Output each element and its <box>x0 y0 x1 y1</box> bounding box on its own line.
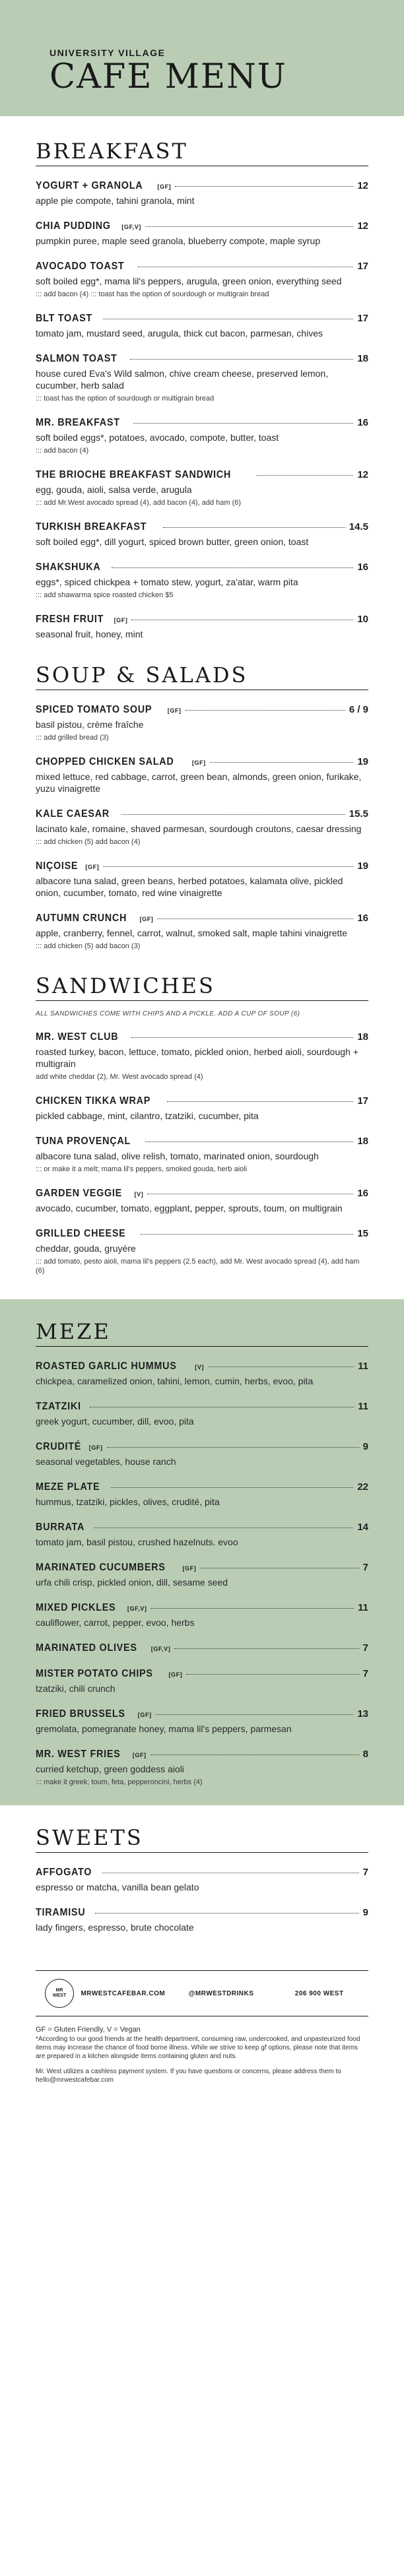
menu-item-price: 15.5 <box>349 808 368 820</box>
phone-number[interactable]: 206 900 WEST <box>294 1989 344 1997</box>
dot-leader <box>167 1101 353 1102</box>
menu-item-price: 11 <box>358 1602 368 1613</box>
menu-item-row <box>36 1867 368 1879</box>
menu-item-name: FRIED BRUSSELS <box>36 1708 125 1720</box>
soups-heading: SOUP & SALADS <box>36 662 368 690</box>
menu-item-description: avocado, cucumber, tomato, eggplant, pepper, sprouts, toum, on multigrain <box>36 1203 343 1213</box>
dietary-tag: [GF,V] <box>121 224 141 230</box>
menu-item-row <box>36 1401 368 1413</box>
menu-item-name: AUTUMN CRUNCH <box>36 913 127 924</box>
menu-item <box>36 1095 368 1122</box>
menu-item-price: 18 <box>357 1031 368 1043</box>
menu-item <box>36 1441 368 1467</box>
menu-item-name: NIÇOISE <box>36 860 79 872</box>
menu-item-name: BLT TOAST <box>36 313 92 324</box>
menu-item-name: KALE CAESAR <box>36 808 110 820</box>
menu-item-addon-note: ::: make it greek; toum, feta, pepperoncini, herbs (4) <box>36 1778 203 1786</box>
menu-item-row <box>36 614 368 626</box>
dot-leader <box>174 1648 358 1649</box>
breakfast-heading: BREAKFAST <box>36 139 368 166</box>
menu-item-price: 12 <box>357 469 368 480</box>
dot-leader <box>210 762 354 763</box>
menu-item-name: MARINATED OLIVES <box>36 1642 137 1654</box>
menu-item <box>36 860 368 899</box>
menu-item-price: 16 <box>357 562 368 573</box>
dot-leader <box>156 1714 354 1715</box>
menu-item <box>36 1749 368 1787</box>
dot-leader <box>140 1234 354 1235</box>
dot-leader <box>133 423 353 424</box>
menu-item-description: lacinato kale, romaine, shaved parmesan, sourdough croutons, caesar dressing <box>36 823 362 834</box>
menu-item-price: 19 <box>357 756 368 767</box>
menu-item-name: CHIA PUDDING <box>36 220 111 232</box>
menu-item-row <box>36 1708 368 1720</box>
menu-item-name: TIRAMISU <box>36 1907 86 1918</box>
dietary-legend: GF = Gluten Friendly, V = Vegan <box>36 2026 141 2034</box>
menu-item-row <box>36 1188 368 1200</box>
dietary-tag: [GF,V] <box>127 1605 147 1612</box>
menu-item-description: curried ketchup, green goddess aioli <box>36 1764 184 1774</box>
dietary-tag: [V] <box>134 1191 144 1198</box>
dietary-tag: [GF] <box>168 1671 183 1678</box>
menu-item-name: MARINATED CUCUMBERS <box>36 1562 166 1573</box>
dietary-tag: [V] <box>195 1364 205 1370</box>
menu-item-addon-note: ::: add tomato, pesto aioli, mama lil's peppers (2.5 each), add Mr. West avocado spread (4), add ham (6) <box>36 1258 360 1275</box>
sandwiches-section <box>0 973 404 1275</box>
menu-item-price: 14 <box>357 1522 368 1533</box>
dietary-tag: [GF] <box>114 617 128 624</box>
menu-item-description: urfa chili crisp, pickled onion, dill, sesame seed <box>36 1577 228 1588</box>
menu-item <box>36 913 368 951</box>
menu-item <box>36 353 368 403</box>
menu-item-name: AFFOGATO <box>36 1867 92 1878</box>
menu-item-name: CRUDITÉ <box>36 1441 82 1452</box>
dot-leader <box>130 359 353 360</box>
menu-item-row <box>36 860 368 872</box>
menu-item-row <box>36 180 368 192</box>
menu-item-description: albacore tuna salad, green beans, herbed potatoes, kalamata olive, pickled onion, cucumber, tomato, red wine vinaigrette <box>36 876 343 898</box>
meze-heading: MEZE <box>36 1319 368 1347</box>
menu-item-description: mixed lettuce, red cabbage, carrot, green bean, almonds, green onion, furikake, yuzu vinaigrette <box>36 771 362 794</box>
menu-item <box>36 808 368 847</box>
menu-item <box>36 1522 368 1548</box>
dietary-tag: [GF] <box>157 183 172 190</box>
menu-item <box>36 220 368 247</box>
dot-leader <box>95 1913 359 1914</box>
menu-item-row <box>36 704 368 716</box>
menu-item-name: TUNA PROVENÇAL <box>36 1136 131 1147</box>
menu-item-price: 19 <box>357 860 368 872</box>
menu-item-price: 7 <box>362 1562 368 1573</box>
menu-item-price: 22 <box>357 1481 368 1493</box>
soups-section <box>0 662 404 951</box>
menu-item <box>36 704 368 742</box>
menu-item-row <box>36 1668 368 1680</box>
dot-leader <box>163 527 345 528</box>
menu-item-name: CHOPPED CHICKEN SALAD <box>36 756 174 767</box>
logo-text-top: MR <box>55 1988 63 1993</box>
menu-item-description: chickpea, caramelized onion, tahini, lemon, cumin, herbs, evoo, pita <box>36 1376 314 1386</box>
menu-item-row <box>36 1602 368 1614</box>
menu-item-description: soft boiled eggs*, potatoes, avocado, compote, butter, toast <box>36 432 279 443</box>
menu-item-description: tomato jam, basil pistou, crushed hazelnuts. evoo <box>36 1537 238 1547</box>
menu-item <box>36 417 368 455</box>
mr-west-logo <box>45 1979 74 2008</box>
location-subtitle: UNIVERSITY VILLAGE <box>50 48 166 58</box>
menu-item <box>36 313 368 339</box>
menu-item-addon-note: ::: toast has the option of sourdough or multigrain bread <box>36 395 215 402</box>
menu-item-price: 8 <box>362 1749 368 1760</box>
breakfast-list <box>36 180 368 640</box>
dot-leader <box>131 1037 353 1038</box>
menu-item-addon-note: ::: or make it a melt; mama lil's peppers, smoked gouda, herb aioli <box>36 1165 248 1173</box>
footer-bar <box>36 1970 368 2016</box>
menu-item-price: 10 <box>357 614 368 625</box>
menu-item-name: BURRATA <box>36 1522 85 1533</box>
menu-item-description: roasted turkey, bacon, lettuce, tomato, pickled onion, herbed aioli, sourdough + multigrain <box>36 1046 358 1069</box>
meze-list <box>36 1361 368 1787</box>
menu-item-name: THE BRIOCHE BREAKFAST SANDWICH <box>36 469 232 480</box>
menu-item <box>36 1136 368 1174</box>
website-link[interactable]: MRWESTCAFEBAR.COM <box>81 1989 166 1997</box>
sandwiches-subheading: ALL SANDWICHES COME WITH CHIPS AND A PICKLE. ADD A CUP OF SOUP (6) <box>36 1010 300 1017</box>
menu-item-row <box>36 1031 368 1043</box>
menu-item-description: tomato jam, mustard seed, arugula, thick cut bacon, parmesan, chives <box>36 328 323 338</box>
menu-item-row <box>36 1136 368 1147</box>
menu-item-price: 13 <box>357 1708 368 1720</box>
soups-list <box>36 704 368 951</box>
dietary-tag: [GF] <box>182 1565 197 1572</box>
logo-text-bottom: WEST <box>52 1993 67 1998</box>
menu-item-row <box>36 808 368 820</box>
dot-leader <box>186 1674 358 1675</box>
menu-item-price: 16 <box>357 417 368 428</box>
menu-item-price: 18 <box>357 1136 368 1147</box>
menu-item <box>36 1401 368 1427</box>
menu-item-name: GARDEN VEGGIE <box>36 1188 122 1199</box>
menu-item-name: CHICKEN TIKKA WRAP <box>36 1095 151 1107</box>
menu-item-row <box>36 1562 368 1574</box>
dot-leader <box>145 226 353 227</box>
dietary-tag: [GF] <box>139 916 154 922</box>
menu-item-description: pickled cabbage, mint, cilantro, tzatziki, cucumber, pita <box>36 1111 259 1121</box>
menu-item-name: MISTER POTATO CHIPS <box>36 1668 153 1679</box>
health-disclaimer: *According to our good friends at the health department, consuming raw, undercooked, and unpasteurized food items may increase the chance of food borne illness. While we strive to keep gf options, please note that items are prepared in a kitchen alongside items containing gluten and nuts. <box>36 2036 360 2060</box>
social-handle[interactable]: @MRWESTDRINKS <box>188 1989 254 1997</box>
menu-item-row <box>36 220 368 232</box>
menu-item-description: egg, gouda, aioli, salsa verde, arugula <box>36 484 192 495</box>
menu-item-addon-note: ::: add bacon (4) ::: toast has the option of sourdough or multigrain bread <box>36 290 269 298</box>
menu-item-name: SHAKSHUKA <box>36 562 101 573</box>
dot-leader <box>157 918 353 919</box>
menu-item-price: 16 <box>357 1188 368 1199</box>
menu-item-price: 17 <box>357 261 368 272</box>
menu-item-row <box>36 261 368 273</box>
dot-leader <box>121 814 345 815</box>
menu-item-addon-note: ::: add chicken (5) add bacon (3) <box>36 942 141 950</box>
dot-leader <box>103 866 353 867</box>
dot-leader <box>151 1608 354 1609</box>
menu-item-addon-note: ::: add chicken (5) add bacon (4) <box>36 838 141 846</box>
dot-leader <box>185 710 345 711</box>
menu-item-name: FRESH FRUIT <box>36 614 104 625</box>
menu-item-description: seasonal fruit, honey, mint <box>36 629 143 639</box>
menu-item <box>36 1867 368 1893</box>
menu-item-price: 15 <box>357 1228 368 1239</box>
menu-item-price: 7 <box>362 1668 368 1679</box>
breakfast-section <box>0 139 404 640</box>
menu-item-description: greek yogurt, cucumber, dill, evoo, pita <box>36 1416 194 1427</box>
menu-item-description: tzatziki, chili crunch <box>36 1683 116 1694</box>
menu-item <box>36 1642 368 1654</box>
menu-item-description: eggs*, spiced chickpea + tomato stew, yogurt, za'atar, warm pita <box>36 577 298 587</box>
menu-item-price: 9 <box>362 1441 368 1452</box>
menu-item-description: albacore tuna salad, olive relish, tomato, marinated onion, sourdough <box>36 1151 319 1161</box>
meze-section <box>0 1319 404 1787</box>
menu-item-name: TURKISH BREAKFAST <box>36 521 147 532</box>
menu-item-row <box>36 1095 368 1107</box>
menu-item <box>36 756 368 794</box>
dot-leader <box>112 567 353 568</box>
menu-item-description: soft boiled egg*, dill yogurt, spiced brown butter, green onion, toast <box>36 536 309 547</box>
menu-item <box>36 1602 368 1628</box>
sandwiches-list <box>36 1031 368 1275</box>
menu-item-addon-note: ::: add bacon (4) <box>36 447 89 455</box>
menu-item-row <box>36 521 368 533</box>
menu-item-price: 7 <box>362 1642 368 1654</box>
menu-item <box>36 1031 368 1081</box>
dietary-tag: [GF] <box>85 864 100 870</box>
menu-item <box>36 562 368 600</box>
menu-item-row <box>36 1361 368 1372</box>
menu-item-description: espresso or matcha, vanilla bean gelato <box>36 1882 199 1892</box>
menu-item-addon-note: ::: add grilled bread (3) <box>36 734 109 742</box>
dot-leader <box>175 186 353 187</box>
menu-item <box>36 1361 368 1387</box>
menu-item <box>36 180 368 207</box>
menu-item-description: seasonal vegetables, house ranch <box>36 1456 176 1467</box>
dot-leader <box>107 1447 359 1448</box>
menu-item-name: AVOCADO TOAST <box>36 261 125 272</box>
menu-item-description: hummus, tzatziki, pickles, olives, crudité, pita <box>36 1497 220 1507</box>
menu-item-name: YOGURT + GRANOLA <box>36 180 143 191</box>
dot-leader <box>111 1487 353 1488</box>
menu-item-name: MR. BREAKFAST <box>36 417 120 428</box>
menu-item-description: cheddar, gouda, gruyère <box>36 1243 136 1254</box>
dietary-tag: [GF] <box>191 759 206 766</box>
menu-item-description: house cured Eva's Wild salmon, chive cream cheese, preserved lemon, cucumber, herb salad <box>36 368 329 391</box>
payment-notice: Mr. West utilizes a cashless payment system. If you have questions or concerns, please address them to hello@mrwestcafebar.com <box>36 2068 341 2084</box>
dietary-tag: [GF] <box>88 1444 103 1451</box>
menu-header <box>0 0 404 116</box>
menu-footer <box>0 1970 404 2084</box>
menu-item-price: 11 <box>358 1361 368 1372</box>
menu-item-name: MR. WEST CLUB <box>36 1031 119 1043</box>
menu-item-row <box>36 1441 368 1453</box>
menu-item <box>36 1562 368 1588</box>
menu-item-name: SPICED TOMATO SOUP <box>36 704 152 715</box>
menu-item <box>36 1481 368 1508</box>
menu-item <box>36 1907 368 1933</box>
menu-item-row <box>36 1907 368 1919</box>
menu-item <box>36 1668 368 1694</box>
menu-item-row <box>36 913 368 924</box>
menu-item-name: ROASTED GARLIC HUMMUS <box>36 1361 177 1372</box>
menu-item-price: 9 <box>362 1907 368 1918</box>
menu-item-row <box>36 1228 368 1240</box>
menu-item-addon-note: ::: add Mr.West avocado spread (4), add bacon (4), add ham (6) <box>36 499 242 507</box>
sweets-list <box>36 1867 368 1933</box>
menu-item <box>36 521 368 548</box>
menu-item-price: 11 <box>358 1401 368 1412</box>
dietary-tag: [GF,V] <box>151 1646 171 1652</box>
dot-leader <box>257 475 353 476</box>
sweets-section <box>0 1825 404 1933</box>
menu-item-price: 18 <box>357 353 368 364</box>
menu-item-name: SALMON TOAST <box>36 353 118 364</box>
menu-item-description: basil pistou, crème fraîche <box>36 719 144 730</box>
menu-item-description: soft boiled egg*, mama lil's peppers, arugula, green onion, everything seed <box>36 276 342 286</box>
menu-item-description: apple, cranberry, fennel, carrot, walnut, smoked salt, maple tahini vinaigrette <box>36 928 348 938</box>
dietary-tag: [GF] <box>137 1712 152 1718</box>
menu-item-description: gremolata, pomegranate honey, mama lil's peppers, parmesan <box>36 1723 292 1734</box>
sandwiches-heading: SANDWICHES <box>36 973 368 1001</box>
menu-item-description: apple pie compote, tahini granola, mint <box>36 195 195 206</box>
menu-item-row <box>36 417 368 429</box>
dietary-tag: [GF] <box>167 707 182 714</box>
menu-item-row <box>36 469 368 481</box>
menu-item-row <box>36 353 368 365</box>
menu-item-description: pumpkin puree, maple seed granola, blueberry compote, maple syrup <box>36 236 321 246</box>
menu-item-price: 7 <box>362 1867 368 1878</box>
menu-item <box>36 1708 368 1735</box>
dietary-tag: [GF] <box>132 1752 147 1758</box>
menu-item-row <box>36 313 368 325</box>
menu-item-row <box>36 756 368 768</box>
menu-item-name: TZATZIKI <box>36 1401 81 1412</box>
menu-item-price: 16 <box>357 913 368 924</box>
menu-item-row <box>36 1642 368 1654</box>
menu-item-price: 12 <box>357 220 368 232</box>
menu-item-row <box>36 562 368 573</box>
menu-item-price: 14.5 <box>349 521 368 532</box>
menu-item-price: 17 <box>357 313 368 324</box>
meze-panel <box>0 1299 404 1805</box>
menu-title: CAFE MENU <box>50 57 287 96</box>
menu-item <box>36 614 368 640</box>
sweets-heading: SWEETS <box>36 1825 368 1853</box>
menu-item-addon-note: ::: add shawarma spice roasted chicken $5 <box>36 591 174 599</box>
menu-item-description: lady fingers, espresso, brute chocolate <box>36 1922 194 1933</box>
menu-item-row <box>36 1522 368 1533</box>
menu-item-price: 6 / 9 <box>349 704 368 715</box>
menu-item-price: 12 <box>357 180 368 191</box>
menu-item-row <box>36 1749 368 1760</box>
menu-item <box>36 469 368 507</box>
menu-item <box>36 1188 368 1214</box>
menu-item-name: MR. WEST FRIES <box>36 1749 121 1760</box>
menu-item-price: 17 <box>357 1095 368 1107</box>
menu-item-name: MIXED PICKLES <box>36 1602 116 1613</box>
menu-item <box>36 261 368 299</box>
menu-item-addon-note: add white cheddar (2), Mr. West avocado spread (4) <box>36 1073 203 1081</box>
menu-item-name: GRILLED CHEESE <box>36 1228 126 1239</box>
menu-item-name: MEZE PLATE <box>36 1481 100 1493</box>
menu-item-description: cauliflower, carrot, pepper, evoo, herbs <box>36 1617 195 1628</box>
menu-item <box>36 1228 368 1275</box>
menu-item-row <box>36 1481 368 1493</box>
